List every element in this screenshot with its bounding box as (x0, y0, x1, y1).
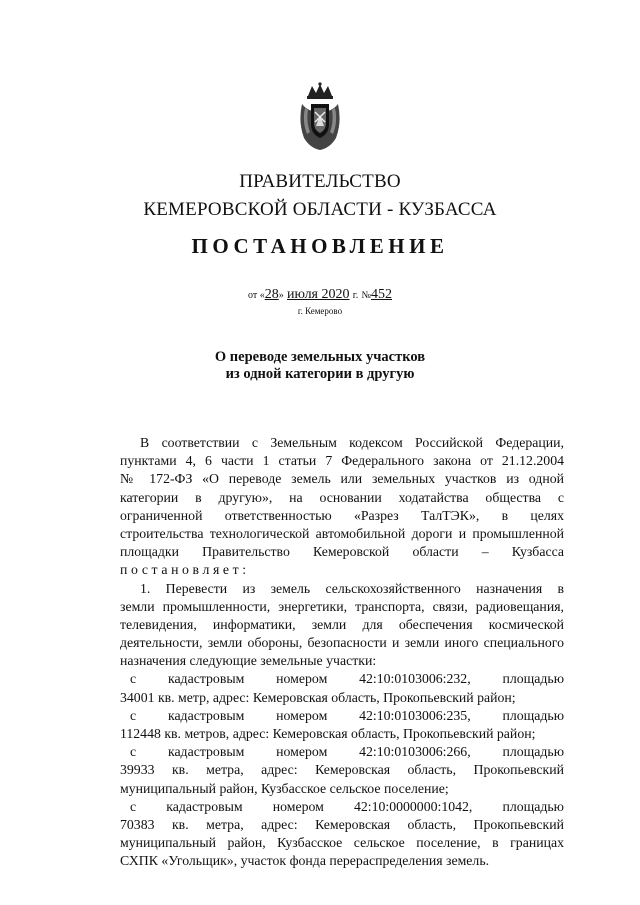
date-month-year: июля 2020 (286, 287, 350, 302)
year-suffix: г. (352, 290, 359, 301)
document-number: 452 (371, 287, 393, 302)
parcel-item-line: 39933 кв. метра, адрес: Кемеровская область, Прокопьевский (120, 762, 564, 778)
body-line: В соответствии с Земельным кодексом Российской Федерации, (140, 435, 564, 450)
parcel-item-line: 70383 кв. метра, адрес: Кемеровская область, Прокопьевский (120, 816, 564, 832)
body-line: ограниченной ответственностью «Разрез ТалТЭК», в целях (120, 507, 564, 523)
body-line: деятельности, земли обороны, безопасности и земли иного специального (120, 635, 564, 651)
number-label: № (361, 290, 372, 301)
date-prefix: от « (247, 290, 265, 301)
body-line: назначения следующие земельные участки: (120, 653, 377, 669)
body-line: пунктами 4, 6 части 1 статьи 7 Федерального закона от 21.12.2004 (120, 453, 564, 469)
document-title-line1: О переводе земельных участков (214, 349, 426, 365)
parcel-item-line: муниципальный район, Кузбасское сельское поселение, в границах (120, 835, 564, 851)
parcel-item-line: муниципальный район, Кузбасское сельское поселение; (120, 780, 449, 796)
body-line: площадки Правительство Кемеровской области – Кузбасса (120, 544, 564, 560)
parcel-item-line: с кадастровым номером 42:10:0103006:232, площадью (130, 671, 564, 687)
government-name-line2: КЕМЕРОВСКОЙ ОБЛАСТИ - КУЗБАССА (143, 199, 497, 220)
date-day: 28 (264, 287, 279, 302)
body-line: категории в другую», на основании ходатайства общества с (120, 489, 564, 505)
body-line: телевидения, информатики, земли для обеспечения космической (120, 616, 564, 632)
parcel-item-line: с кадастровым номером 42:10:0000000:1042, площадью (130, 798, 564, 814)
government-name-line1: ПРАВИТЕЛЬСТВО (239, 171, 401, 192)
document-date-number (0, 286, 640, 303)
document-body (120, 434, 564, 871)
parcel-item-line: 112448 кв. метров, адрес: Кемеровская область, Прокопьевский район; (120, 726, 536, 741)
coat-of-arms-emblem (296, 82, 344, 152)
parcel-item-line: 34001 кв. метр, адрес: Кемеровская область, Прокопьевский район; (120, 689, 516, 705)
document-title-line2: из одной категории в другую (225, 366, 415, 382)
date-day-close: » (278, 290, 284, 301)
document-type-heading: ПОСТАНОВЛЕНИЕ (191, 234, 449, 258)
body-line: постановляет: (120, 562, 250, 578)
body-line: № 172-ФЗ «О переводе земель или земельных участков из одной (120, 471, 564, 487)
body-line: земли промышленности, энергетики, транспорта, связи, радиовещания, (120, 598, 564, 614)
parcel-item-line: с кадастровым номером 42:10:0103006:235, площадью (130, 707, 564, 723)
body-line: строительства технологической автомобильной дороги и промышленной (120, 525, 564, 541)
city-name: г. Кемерово (297, 306, 343, 316)
parcel-item-line: СХПК «Угольщик», участок фонда перераспределения земель. (120, 853, 490, 869)
parcel-item-line: с кадастровым номером 42:10:0103006:266, площадью (130, 744, 564, 760)
body-line: 1. Перевести из земель сельскохозяйственного назначения в (140, 580, 564, 596)
